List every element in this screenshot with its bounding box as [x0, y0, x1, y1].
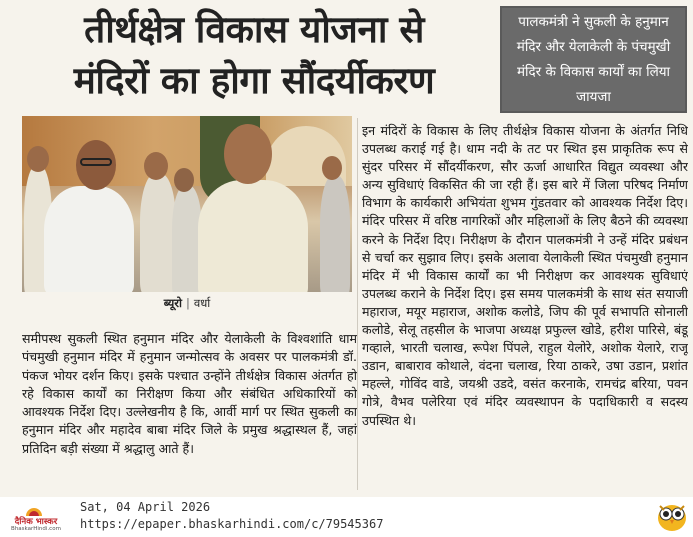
right-paragraph: इन मंदिरों के विकास के लिए तीर्थक्षेत्र विकास योजना के अंतर्गत निधि उपलब्ध कराई गई है। धाम नदी के तट पर स्थित इस प्राकृतिक रूप से सुंदर परिसर में सौंदर्यीकरण, सौर ऊर्जा आधारित विद्युत व्यवस्था और अन्य सुविधाएं विकसित की जा रही हैं। इस बारे में जिला परिषद निर्माण विभाग के कार्यकारी अभियंता शुभम गुंडतवार को आवश्यक निर्देश दिए। मंदिर परिसर में वरिष्ठ नागरिकों और महिलाओं के लिए बैठने की व्यवस्था करने के निर्देश दिए। निरीक्षण के दौरान पालकमंत्री ने उन्हें मंदिर प्रबंधन से चर्चा कर सुझाव लिए। इसके अलावा येलाकेली स्थित पंचमुखी हनुमान मंदिर में भी विकास कार्यों का भी निरीक्षण कर आवश्यक सुविधाएं उपलब्ध कराने के निर्देश दिए। इस समय पालकमंत्री के साथ संत सयाजी महाराज, मयूर महाराज, अशोक कलोडे, जिप की पूर्व सभापति सोनाली कलोडे, सेलू तहसील के भाजपा अध्यक्ष प्रफुल्ल खोडे, हरीश पारिसे, बंडू गव्हाले, भारती चलाख, रूपेश पिंपले, राहुल येलोरे, अशोक येलारे, राजू उडान, बाबाराव कोथाले, वंदना चलाख, रिया ठाकरे, उषा उडान, प्रशांत महल्ले, गोविंद वाडे, जयश्री उडदे, वसंत करनाके, रामचंद्र बरिया, पवन गोत्रे, वैभव पलेरिया एवं मंदिर व्यवस्थापन के पदाधिकारी व सदस्य उपस्थित थे।: [362, 123, 688, 428]
photo-byline: ब्यूरो: [163, 296, 182, 310]
photo-location: वर्धा: [193, 296, 211, 310]
headline: [10, 4, 498, 108]
article-body-right: [362, 122, 688, 494]
publish-date: Sat, 04 April 2026: [80, 500, 211, 514]
highlight-box: पालकमंत्री ने सुकली के हनुमान मंदिर और येलाकेली के पंचमुखी मंदिर के विकास कार्यों का लिया जायजा: [500, 6, 687, 113]
photo-credit: ब्यूरो | वर्धा: [163, 296, 211, 310]
owl-mascot-icon: [655, 499, 689, 533]
left-paragraph: समीपस्थ सुकली स्थित हनुमान मंदिर और येलाकेली के विश्वशांति धाम पंचमुखी हनुमान मंदिर में हनुमान जन्मोत्सव के अवसर पर पालकमंत्री डॉ. पंकज भोयर दर्शन किए। इसके पश्चात उन्होंने तीर्थक्षेत्र विकास अंतर्गत हो रहे विकास कार्यों का निरीक्षण किया और संबंधित अधिकारियों को आवश्यक निर्देश दिए। उल्लेखनीय है कि, आर्वी मार्ग पर स्थित सुकली का हनुमान मंदिर और महादेव बाबा मंदिर जिले के प्रमुख श्रद्धास्थल हैं, जहां प्रतिदिन बड़ी संख्या में श्रद्धालु आते हैं।: [22, 331, 357, 456]
headline-line-1: तीर्थक्षेत्र विकास योजना से: [84, 8, 424, 51]
headline-line-2: मंदिरों का होगा सौंदर्यीकरण: [73, 59, 435, 102]
sun-logo-icon: [24, 503, 44, 517]
news-photo: [22, 116, 352, 292]
column-divider: [357, 118, 358, 490]
logo-sub: BhaskarHindi.com: [11, 526, 61, 532]
epaper-url[interactable]: https://epaper.bhaskarhindi.com/c/79545367: [80, 517, 384, 531]
logo-name: दैनिक भास्कर: [14, 517, 58, 527]
brand-logo[interactable]: [6, 503, 64, 533]
article-body-left: [22, 330, 357, 490]
footer-bar: [0, 497, 693, 537]
